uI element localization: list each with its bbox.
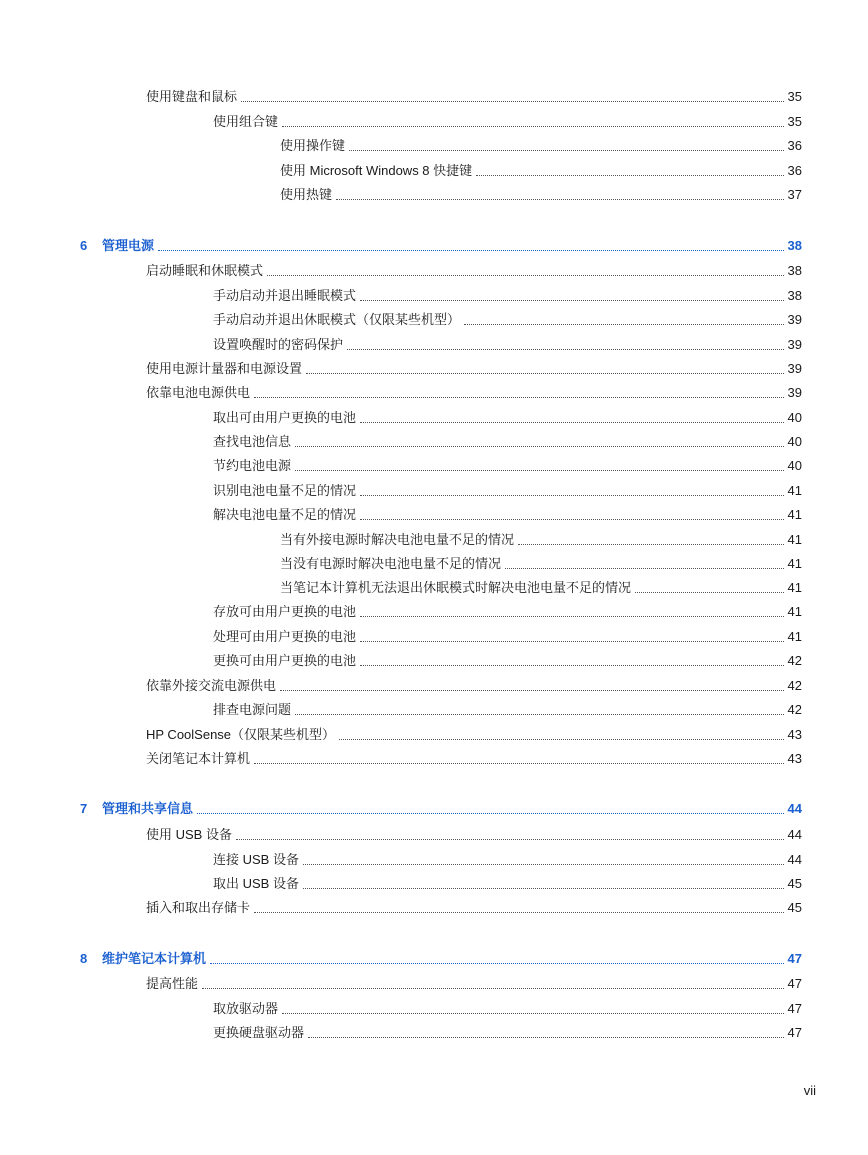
toc-entry[interactable]: [213, 113, 802, 131]
toc-entry[interactable]: [280, 555, 802, 573]
dot-leader: [303, 888, 784, 889]
toc-entry-page: 36: [787, 163, 802, 178]
toc-entry-title: 更换硬盘驱动器: [213, 1025, 305, 1040]
toc-entry-title: 依靠电池电源供电: [146, 385, 251, 400]
toc-entry-title: 节约电池电源: [213, 458, 292, 473]
toc-entry-title: 设置唤醒时的密码保护: [213, 337, 344, 352]
dot-leader: [349, 150, 784, 151]
toc-entry-title: 当没有电源时解决电池电量不足的情况: [280, 556, 502, 571]
toc-entry[interactable]: [146, 899, 802, 917]
dot-leader: [339, 739, 783, 740]
toc-entry-title: 存放可由用户更换的电池: [213, 604, 357, 619]
dot-leader: [254, 397, 784, 398]
toc-entry[interactable]: [213, 409, 802, 427]
toc-entry-title: 连接 USB 设备: [213, 852, 299, 867]
dot-leader: [303, 864, 784, 865]
toc-entry-page: 47: [787, 976, 802, 991]
toc-entry-title: 插入和取出存储卡: [146, 900, 251, 915]
toc-entry-page: 43: [787, 751, 802, 766]
toc-entry[interactable]: [146, 677, 802, 695]
toc-entry-page: 47: [787, 1025, 802, 1040]
toc-entry-title: 取出 USB 设备: [213, 876, 299, 891]
toc-entry[interactable]: [280, 162, 802, 180]
toc-entry[interactable]: [213, 603, 802, 621]
toc-entry[interactable]: [213, 851, 802, 869]
toc-entry[interactable]: [146, 384, 802, 402]
dot-leader: [464, 324, 784, 325]
toc-entry[interactable]: [213, 628, 802, 646]
toc-entry[interactable]: [213, 652, 802, 670]
toc-entry[interactable]: [146, 262, 802, 280]
dot-leader: [505, 568, 784, 569]
toc-entry-title: 当有外接电源时解决电池电量不足的情况: [280, 532, 515, 547]
toc-entry-title: 解决电池电量不足的情况: [213, 507, 357, 522]
dot-leader: [202, 988, 784, 989]
toc-entry-page: 44: [787, 852, 802, 867]
toc-entry-page: 37: [787, 187, 802, 202]
toc-entry-title: 启动睡眠和休眠模式: [146, 263, 264, 278]
toc-entry-page: 41: [787, 483, 802, 498]
toc-entry[interactable]: [213, 311, 802, 329]
toc-entry-title: 手动启动并退出休眠模式（仅限某些机型）: [213, 312, 461, 327]
toc-entry-title: 使用热键: [280, 187, 333, 202]
dot-leader: [308, 1037, 784, 1038]
toc-entry-page: 39: [787, 385, 802, 400]
toc-chapter-6[interactable]: [80, 237, 802, 255]
toc-entry-page: 39: [787, 361, 802, 376]
toc-entry[interactable]: [213, 1000, 802, 1018]
dot-leader: [197, 813, 784, 814]
toc-entry-title: 使用 USB 设备: [146, 827, 232, 842]
toc-entry[interactable]: [213, 287, 802, 305]
dot-leader: [282, 1013, 784, 1014]
chapter-title: 维护笔记本计算机: [102, 951, 207, 966]
toc-entry-title: 处理可由用户更换的电池: [213, 629, 357, 644]
toc-entry-title: 更换可由用户更换的电池: [213, 653, 357, 668]
toc-entry-page: 35: [787, 89, 802, 104]
dot-leader: [635, 592, 784, 593]
toc-entry-page: 39: [787, 312, 802, 327]
toc-entry-title: 手动启动并退出睡眠模式: [213, 288, 357, 303]
toc-entry-title: 使用操作键: [280, 138, 346, 153]
dot-leader: [360, 641, 784, 642]
toc-entry[interactable]: [213, 701, 802, 719]
toc-entry[interactable]: [280, 531, 802, 549]
toc-entry-title: 使用 Microsoft Windows 8 快捷键: [280, 163, 473, 178]
dot-leader: [210, 963, 784, 964]
toc-chapter-8[interactable]: [80, 950, 802, 968]
chapter-number: 7: [80, 801, 88, 816]
toc-entry[interactable]: [213, 506, 802, 524]
toc-entry-title: HP CoolSense（仅限某些机型）: [146, 727, 336, 742]
toc-entry-page: 45: [787, 900, 802, 915]
toc-entry-page: 38: [787, 263, 802, 278]
dot-leader: [336, 199, 784, 200]
toc-entry-page: 42: [787, 678, 802, 693]
dot-leader: [295, 470, 784, 471]
toc-entry-page: 45: [787, 876, 802, 891]
toc-entry[interactable]: [146, 88, 802, 106]
toc-entry[interactable]: [280, 137, 802, 155]
dot-leader: [280, 690, 784, 691]
toc-entry-page: 42: [787, 702, 802, 717]
toc-entry-title: 使用组合键: [213, 114, 279, 129]
dot-leader: [241, 101, 784, 102]
toc-entry[interactable]: [213, 482, 802, 500]
toc-entry[interactable]: [146, 826, 802, 844]
toc-entry-page: 44: [787, 827, 802, 842]
dot-leader: [267, 275, 784, 276]
toc-entry-page: 39: [787, 337, 802, 352]
dot-leader: [360, 616, 784, 617]
toc-entry-page: 41: [787, 629, 802, 644]
toc-entry[interactable]: [280, 186, 802, 204]
dot-leader: [360, 422, 784, 423]
chapter-page: 47: [787, 951, 802, 966]
dot-leader: [236, 839, 784, 840]
toc-entry-page: 41: [787, 604, 802, 619]
toc-entry-title: 识别电池电量不足的情况: [213, 483, 357, 498]
toc-entry-page: 41: [787, 556, 802, 571]
toc-entry-page: 41: [787, 580, 802, 595]
chapter-number: 6: [80, 238, 88, 253]
footer-page-number: vii: [803, 1083, 816, 1098]
dot-leader: [158, 250, 784, 251]
toc-entry-title: 取出可由用户更换的电池: [213, 410, 357, 425]
toc-entry[interactable]: [213, 336, 802, 354]
toc-entry-page: 40: [787, 410, 802, 425]
toc-entry-page: 42: [787, 653, 802, 668]
toc-entry-title: 使用键盘和鼠标: [146, 89, 238, 104]
toc-entry-page: 47: [787, 1001, 802, 1016]
toc-entry-page: 43: [787, 727, 802, 742]
toc-entry-page: 41: [787, 532, 802, 547]
toc-entry-title: 当笔记本计算机无法退出休眠模式时解决电池电量不足的情况: [280, 580, 632, 595]
toc-entry-page: 35: [787, 114, 802, 129]
toc-entry-title: 排查电源问题: [213, 702, 292, 717]
toc-entry[interactable]: [146, 360, 802, 378]
dot-leader: [518, 544, 784, 545]
chapter-page: 38: [787, 238, 802, 253]
toc-entry-title: 关闭笔记本计算机: [146, 751, 251, 766]
dot-leader: [295, 714, 784, 715]
chapter-page: 44: [787, 801, 802, 816]
toc-entry[interactable]: [280, 579, 802, 597]
dot-leader: [295, 446, 784, 447]
dot-leader: [254, 912, 784, 913]
dot-leader: [360, 519, 784, 520]
dot-leader: [360, 495, 784, 496]
toc-entry[interactable]: [146, 726, 802, 744]
chapter-number: 8: [80, 951, 88, 966]
toc-entry-title: 查找电池信息: [213, 434, 292, 449]
toc-entry[interactable]: [213, 457, 802, 475]
toc-entry-title: 使用电源计量器和电源设置: [146, 361, 303, 376]
toc-entry-page: 41: [787, 507, 802, 522]
chapter-title: 管理电源: [102, 238, 155, 253]
chapter-title: 管理和共享信息: [102, 801, 194, 816]
toc-entry[interactable]: [146, 750, 802, 768]
toc-chapter-7[interactable]: [80, 800, 802, 818]
toc-entry-title: 依靠外接交流电源供电: [146, 678, 277, 693]
dot-leader: [282, 126, 784, 127]
toc-entry[interactable]: [213, 433, 802, 451]
dot-leader: [476, 175, 783, 176]
toc-entry-title: 取放驱动器: [213, 1001, 279, 1016]
toc-entry[interactable]: [213, 875, 802, 893]
toc-entry-page: 38: [787, 288, 802, 303]
toc-entry[interactable]: [146, 975, 802, 993]
dot-leader: [360, 300, 784, 301]
dot-leader: [360, 665, 784, 666]
toc-entry-page: 40: [787, 434, 802, 449]
dot-leader: [254, 763, 784, 764]
dot-leader: [306, 373, 784, 374]
toc-entry[interactable]: [213, 1024, 802, 1042]
dot-leader: [347, 349, 784, 350]
toc-entry-page: 36: [787, 138, 802, 153]
toc-entry-title: 提高性能: [146, 976, 199, 991]
toc-entry-page: 40: [787, 458, 802, 473]
